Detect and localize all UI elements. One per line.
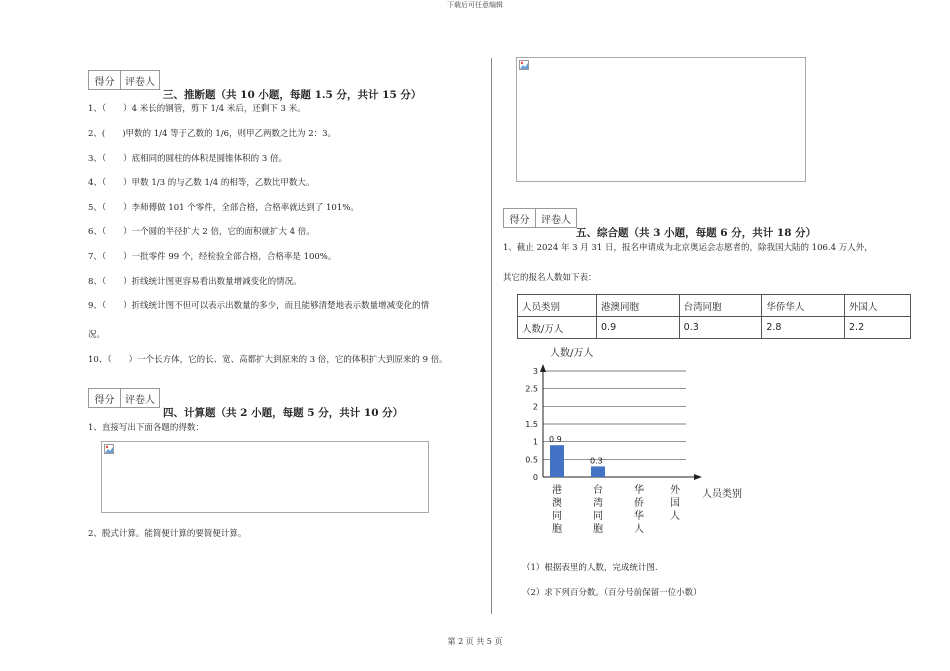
score-label: 得分: [504, 209, 536, 227]
judge-question: 5、（ ）李师傅做 101 个零件，全部合格，合格率就达到了 101%。: [88, 203, 359, 213]
x-category-label: 台: [593, 485, 603, 496]
volunteer-table: [517, 294, 911, 339]
grader-label: 评卷人: [541, 214, 571, 226]
x-category-label: 港: [552, 485, 562, 496]
y-tick-label: 0.5: [525, 455, 538, 465]
missing-image-placeholder: [516, 57, 806, 182]
sub-question-1: （1）根据表里的人数，完成统计图.: [522, 563, 658, 573]
x-category-label: 侨: [634, 498, 644, 509]
y-tick-label: 0: [532, 473, 538, 482]
bar: [550, 445, 564, 477]
x-axis-label: 人员类别: [702, 489, 742, 500]
table-row: [518, 317, 911, 339]
judge-question: 2、( )甲数的 1/4 等于乙数的 1/6，则甲乙两数之比为 2：3。: [88, 129, 337, 139]
section4-title: 四、计算题（共 2 小题，每题 5 分，共计 10 分）: [163, 407, 404, 419]
table-cell: 外国人: [845, 295, 911, 317]
x-category-label: 澳: [552, 498, 562, 509]
y-tick-label: 2.5: [525, 384, 538, 394]
bar-chart: [500, 340, 760, 540]
x-category-label: 同: [593, 511, 603, 522]
table-cell: 港澳同胞: [597, 295, 680, 317]
problem-intro: 1、截止 2024 年 3 月 31 日，报名申请成为北京奥运会志愿者的，除我国大陆的 106.4 万人外，: [503, 243, 873, 253]
page-header: 下载后可任意编辑: [447, 1, 503, 9]
judge-question: 7、（ ）一批零件 99 个，经检验全部合格，合格率是 100%。: [88, 252, 337, 262]
table-cell: 2.2: [845, 317, 911, 339]
x-category-label: 国: [670, 498, 680, 509]
table-cell: 0.3: [679, 317, 762, 339]
x-axis-arrow: [694, 474, 702, 480]
section5-title: 五、综合题（共 3 小题，每题 6 分，共计 18 分）: [576, 227, 817, 239]
score-label: 得分: [89, 389, 121, 407]
sub-question-2: （2）求下列百分数。（百分号前保留一位小数）: [522, 588, 702, 598]
x-category-label: 胞: [552, 524, 562, 535]
problem-intro: 其它的报名人数如下表：: [503, 273, 597, 283]
missing-image-placeholder: [101, 441, 429, 513]
score-box-section4: [88, 388, 160, 408]
grader-label: 评卷人: [125, 76, 155, 88]
broken-image-icon: [104, 444, 114, 454]
table-header-row: [518, 295, 911, 317]
judge-question: 10、（ ）一个长方体，它的长、宽、高都扩大到原来的 3 倍，它的体积扩大到原来的 9 倍。: [88, 355, 448, 365]
section3-title: 三、推断题（共 10 小题，每题 1.5 分，共计 15 分）: [163, 89, 422, 101]
x-category-label: 华: [634, 511, 644, 522]
judge-question: 3、（ ）底相同的圆柱的体积是圆锥体积的 3 倍。: [88, 154, 287, 164]
bar: [591, 466, 605, 477]
judge-question-continued: 况。: [88, 330, 106, 340]
y-tick-label: 3: [532, 367, 538, 376]
calc-question-2: 2、脱式计算。能简便计算的要简便计算。: [88, 529, 247, 539]
x-category-label: 胞: [593, 524, 603, 535]
y-axis-arrow: [540, 364, 546, 372]
y-tick-label: 2: [532, 402, 538, 412]
judge-question: 9、（ ）折线统计图不但可以表示出数量的多少，而且能够清楚地表示数量增减变化的情: [88, 301, 430, 311]
y-tick-label: 1.5: [525, 420, 538, 429]
table-cell: 台湾同胞: [679, 295, 762, 317]
table-cell: 华侨华人: [762, 295, 845, 317]
x-category-label: 华: [634, 485, 644, 496]
table-cell: 0.9: [597, 317, 680, 339]
grader-label: 评卷人: [125, 394, 155, 406]
score-box-section3: [88, 70, 160, 90]
score-label: 得分: [89, 71, 121, 89]
x-category-label: 外: [670, 485, 680, 496]
page-footer: 第 2 页 共 5 页: [447, 637, 503, 646]
judge-question: 4、（ ）甲数 1/3 的与乙数 1/4 的相等，乙数比甲数大。: [88, 178, 315, 188]
calc-question-1: 1、直接写出下面各题的得数：: [88, 423, 204, 433]
score-box-section5: [503, 208, 577, 228]
table-cell: 2.8: [762, 317, 845, 339]
broken-image-icon: [519, 60, 529, 70]
x-category-label: 同: [552, 511, 562, 522]
x-category-label: 人: [670, 511, 680, 522]
judge-question: 6、（ ）一个圆的半径扩大 2 倍，它的面积就扩大 4 倍。: [88, 227, 315, 237]
y-axis-label: 人数/万人: [550, 348, 594, 359]
bar-data-label: 0.9: [549, 435, 562, 445]
judge-question: 8、（ ）折线统计图更容易看出数量增减变化的情况。: [88, 277, 302, 287]
column-divider: [491, 58, 492, 614]
y-tick-label: 1: [532, 437, 538, 447]
judge-question: 1、（ ）4 米长的钢管，剪下 1/4 米后，还剩下 3 米。: [88, 104, 306, 114]
x-category-label: 人: [634, 524, 644, 535]
bar-data-label: 0.3: [590, 456, 603, 466]
table-cell: 人员类别: [518, 295, 597, 317]
x-category-label: 湾: [593, 498, 603, 509]
table-cell: 人数/万人: [518, 317, 597, 339]
